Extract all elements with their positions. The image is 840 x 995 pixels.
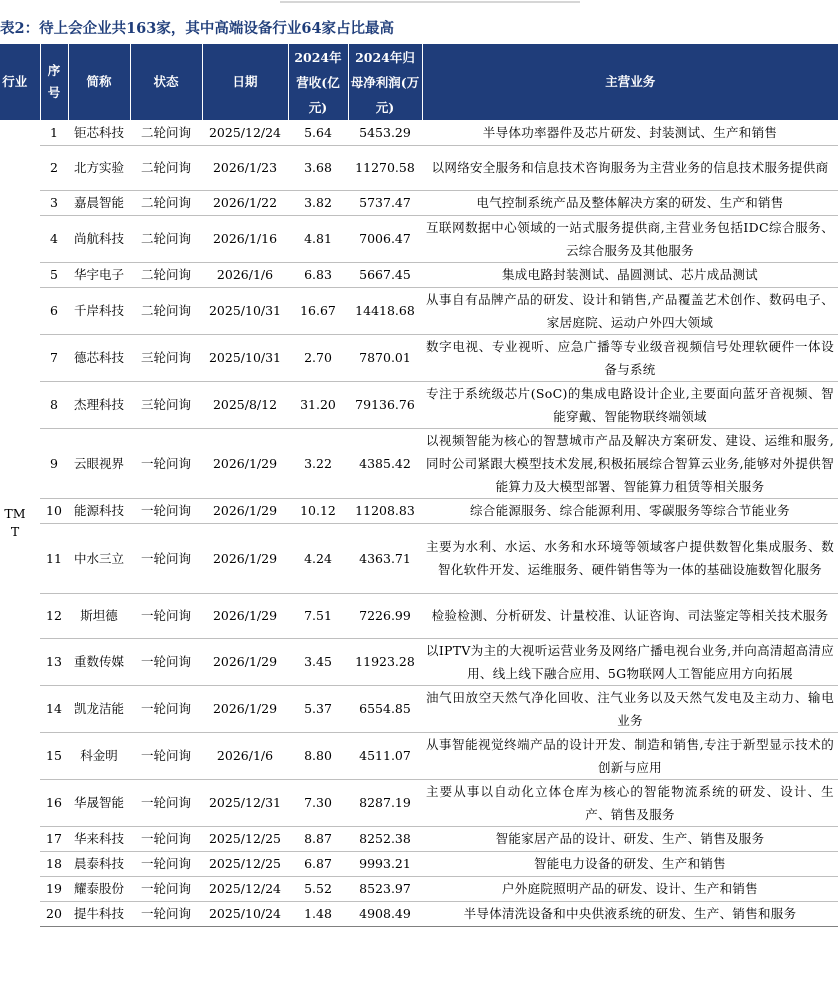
seq-cell: 5	[40, 262, 68, 287]
name-cell: 提牛科技	[68, 901, 130, 926]
header-business: 主营业务	[422, 44, 838, 120]
seq-cell: 7	[40, 334, 68, 381]
revenue-cell: 10.12	[288, 498, 348, 523]
header-revenue: 2024年营收(亿元)	[288, 44, 348, 120]
name-cell: 北方实验	[68, 145, 130, 190]
revenue-cell: 3.22	[288, 428, 348, 498]
date-cell: 2026/1/29	[202, 685, 288, 732]
status-cell: 三轮问询	[130, 334, 202, 381]
status-cell: 二轮问询	[130, 120, 202, 145]
status-cell: 二轮问询	[130, 262, 202, 287]
profit-cell: 11270.58	[348, 145, 422, 190]
business-cell: 以视频智能为核心的智慧城市产品及解决方案研发、建设、运维和服务,同时公司紧跟大模型技术发展,积极拓展综合智算云业务,能够对外提供智能算力及大模型部署、智能算力租赁等相关服务	[422, 428, 838, 498]
seq-cell: 9	[40, 428, 68, 498]
business-cell: 综合能源服务、综合能源利用、零碳服务等综合节能业务	[422, 498, 838, 523]
table-row	[0, 523, 838, 593]
table-row	[0, 685, 838, 732]
business-cell: 智能家居产品的设计、研发、生产、销售及服务	[422, 826, 838, 851]
status-cell: 一轮问询	[130, 523, 202, 593]
table-row	[0, 381, 838, 428]
revenue-cell: 6.83	[288, 262, 348, 287]
date-cell: 2025/12/25	[202, 851, 288, 876]
revenue-cell: 31.20	[288, 381, 348, 428]
name-cell: 重数传媒	[68, 638, 130, 685]
date-cell: 2025/10/24	[202, 901, 288, 926]
industry-cell: TMT	[4, 506, 26, 539]
revenue-cell: 1.48	[288, 901, 348, 926]
business-cell: 从事智能视觉终端产品的设计开发、制造和销售,专注于新型显示技术的创新与应用	[422, 732, 838, 779]
name-cell: 尚航科技	[68, 215, 130, 262]
profit-cell: 4908.49	[348, 901, 422, 926]
name-cell: 云眼视界	[68, 428, 130, 498]
date-cell: 2025/12/25	[202, 826, 288, 851]
revenue-cell: 3.68	[288, 145, 348, 190]
revenue-cell: 5.37	[288, 685, 348, 732]
status-cell: 一轮问询	[130, 638, 202, 685]
revenue-cell: 5.64	[288, 120, 348, 145]
profit-cell: 5453.29	[348, 120, 422, 145]
status-cell: 一轮问询	[130, 851, 202, 876]
business-cell: 半导体清洗设备和中央供液系统的研发、生产、销售和服务	[422, 901, 838, 926]
seq-cell: 16	[40, 779, 68, 826]
table-row	[0, 779, 838, 826]
revenue-cell: 8.80	[288, 732, 348, 779]
header-seq: 序号	[40, 44, 68, 120]
table-row	[0, 120, 838, 145]
status-cell: 一轮问询	[130, 779, 202, 826]
seq-cell: 14	[40, 685, 68, 732]
table-row	[0, 826, 838, 851]
revenue-cell: 4.24	[288, 523, 348, 593]
table-row	[0, 732, 838, 779]
business-cell: 以IPTV为主的大视听运营业务及网络广播电视台业务,并向高清超高清应用、线上线下融合应用、5G物联网人工智能应用方向拓展	[422, 638, 838, 685]
name-cell: 凯龙洁能	[68, 685, 130, 732]
table-row	[0, 901, 838, 926]
profit-cell: 5667.45	[348, 262, 422, 287]
business-cell: 半导体功率器件及芯片研发、封装测试、生产和销售	[422, 120, 838, 145]
name-cell: 耀泰股份	[68, 876, 130, 901]
header-profit: 2024年归母净利润(万元)	[348, 44, 422, 120]
profit-cell: 9993.21	[348, 851, 422, 876]
name-cell: 嘉晨智能	[68, 190, 130, 215]
business-cell: 主要从事以自动化立体仓库为核心的智能物流系统的研发、设计、生产、销售及服务	[422, 779, 838, 826]
name-cell: 千岸科技	[68, 287, 130, 334]
header-industry: 行业	[0, 44, 40, 120]
revenue-cell: 3.82	[288, 190, 348, 215]
revenue-cell: 2.70	[288, 334, 348, 381]
profit-cell: 79136.76	[348, 381, 422, 428]
status-cell: 二轮问询	[130, 190, 202, 215]
date-cell: 2025/12/24	[202, 120, 288, 145]
profit-cell: 7870.01	[348, 334, 422, 381]
profit-cell: 4385.42	[348, 428, 422, 498]
date-cell: 2026/1/29	[202, 638, 288, 685]
date-cell: 2025/10/31	[202, 334, 288, 381]
profit-cell: 7006.47	[348, 215, 422, 262]
revenue-cell: 4.81	[288, 215, 348, 262]
name-cell: 晨泰科技	[68, 851, 130, 876]
seq-cell: 4	[40, 215, 68, 262]
date-cell: 2026/1/23	[202, 145, 288, 190]
header-name: 简称	[68, 44, 130, 120]
profit-cell: 14418.68	[348, 287, 422, 334]
status-cell: 一轮问询	[130, 732, 202, 779]
business-cell: 专注于系统级芯片(SoC)的集成电路设计企业,主要面向蓝牙音视频、智能穿戴、智能物联终端领域	[422, 381, 838, 428]
business-cell: 主要为水利、水运、水务和水环境等领域客户提供数智化集成服务、数智化软件开发、运维服务、硬件销售等为一体的基础设施数智化服务	[422, 523, 838, 593]
table-row	[0, 851, 838, 876]
status-cell: 二轮问询	[130, 145, 202, 190]
top-cropped-text	[0, 0, 840, 6]
revenue-cell: 8.87	[288, 826, 348, 851]
profit-cell: 8523.97	[348, 876, 422, 901]
name-cell: 中水三立	[68, 523, 130, 593]
status-cell: 二轮问询	[130, 287, 202, 334]
table-row	[0, 334, 838, 381]
header-date: 日期	[202, 44, 288, 120]
status-cell: 一轮问询	[130, 876, 202, 901]
header-status: 状态	[130, 44, 202, 120]
date-cell: 2025/12/31	[202, 779, 288, 826]
status-cell: 一轮问询	[130, 498, 202, 523]
status-cell: 一轮问询	[130, 901, 202, 926]
profit-cell: 11208.83	[348, 498, 422, 523]
seq-cell: 17	[40, 826, 68, 851]
business-cell: 数字电视、专业视听、应急广播等专业级音视频信号处理软硬件一体设备与系统	[422, 334, 838, 381]
seq-cell: 10	[40, 498, 68, 523]
status-cell: 一轮问询	[130, 428, 202, 498]
profit-cell: 6554.85	[348, 685, 422, 732]
table-row	[0, 428, 838, 498]
seq-cell: 2	[40, 145, 68, 190]
table-row	[0, 215, 838, 262]
name-cell: 华晟智能	[68, 779, 130, 826]
name-cell: 科金明	[68, 732, 130, 779]
business-cell: 油气田放空天然气净化回收、注气业务以及天然气发电及主动力、输电业务	[422, 685, 838, 732]
business-cell: 智能电力设备的研发、生产和销售	[422, 851, 838, 876]
table-row	[0, 145, 838, 190]
business-cell: 以网络安全服务和信息技术咨询服务为主营业务的信息技术服务提供商	[422, 145, 838, 190]
status-cell: 一轮问询	[130, 685, 202, 732]
revenue-cell: 7.51	[288, 593, 348, 638]
date-cell: 2026/1/29	[202, 523, 288, 593]
name-cell: 华来科技	[68, 826, 130, 851]
profit-cell: 7226.99	[348, 593, 422, 638]
seq-cell: 6	[40, 287, 68, 334]
table-body	[0, 120, 838, 926]
table-header-row	[0, 44, 838, 120]
date-cell: 2026/1/6	[202, 262, 288, 287]
name-cell: 斯坦德	[68, 593, 130, 638]
date-cell: 2026/1/29	[202, 428, 288, 498]
name-cell: 华宇电子	[68, 262, 130, 287]
table-row	[0, 876, 838, 901]
table-row	[0, 593, 838, 638]
seq-cell: 15	[40, 732, 68, 779]
seq-cell: 13	[40, 638, 68, 685]
status-cell: 二轮问询	[130, 215, 202, 262]
table-row	[0, 262, 838, 287]
revenue-cell: 3.45	[288, 638, 348, 685]
date-cell: 2026/1/29	[202, 593, 288, 638]
seq-cell: 19	[40, 876, 68, 901]
business-cell: 户外庭院照明产品的研发、设计、生产和销售	[422, 876, 838, 901]
status-cell: 一轮问询	[130, 593, 202, 638]
business-cell: 电气控制系统产品及整体解决方案的研发、生产和销售	[422, 190, 838, 215]
date-cell: 2025/8/12	[202, 381, 288, 428]
name-cell: 德芯科技	[68, 334, 130, 381]
business-cell: 集成电路封装测试、晶圆测试、芯片成品测试	[422, 262, 838, 287]
date-cell: 2026/1/16	[202, 215, 288, 262]
table-row	[0, 287, 838, 334]
seq-cell: 8	[40, 381, 68, 428]
table-caption: 表2：待上会企业共163家，其中高端设备行业64家占比最高	[0, 20, 395, 37]
profit-cell: 5737.47	[348, 190, 422, 215]
date-cell: 2025/10/31	[202, 287, 288, 334]
seq-cell: 18	[40, 851, 68, 876]
name-cell: 杰理科技	[68, 381, 130, 428]
seq-cell: 1	[40, 120, 68, 145]
seq-cell: 3	[40, 190, 68, 215]
table-row	[0, 498, 838, 523]
seq-cell: 20	[40, 901, 68, 926]
name-cell: 能源科技	[68, 498, 130, 523]
date-cell: 2025/12/24	[202, 876, 288, 901]
date-cell: 2026/1/22	[202, 190, 288, 215]
business-cell: 互联网数据中心领域的一站式服务提供商,主营业务包括IDC综合服务、云综合服务及其他服务	[422, 215, 838, 262]
date-cell: 2026/1/29	[202, 498, 288, 523]
business-cell: 从事自有品牌产品的研发、设计和销售,产品覆盖艺术创作、数码电子、家居庭院、运动户外四大领域	[422, 287, 838, 334]
name-cell: 钜芯科技	[68, 120, 130, 145]
revenue-cell: 6.87	[288, 851, 348, 876]
ipo-pending-table	[0, 44, 838, 927]
table-row	[0, 638, 838, 685]
table-row	[0, 190, 838, 215]
revenue-cell: 16.67	[288, 287, 348, 334]
profit-cell: 8252.38	[348, 826, 422, 851]
status-cell: 一轮问询	[130, 826, 202, 851]
seq-cell: 11	[40, 523, 68, 593]
business-cell: 检验检测、分析研发、计量校准、认证咨询、司法鉴定等相关技术服务	[422, 593, 838, 638]
date-cell: 2026/1/6	[202, 732, 288, 779]
seq-cell: 12	[40, 593, 68, 638]
profit-cell: 8287.19	[348, 779, 422, 826]
status-cell: 三轮问询	[130, 381, 202, 428]
profit-cell: 4363.71	[348, 523, 422, 593]
revenue-cell: 5.52	[288, 876, 348, 901]
profit-cell: 11923.28	[348, 638, 422, 685]
revenue-cell: 7.30	[288, 779, 348, 826]
profit-cell: 4511.07	[348, 732, 422, 779]
